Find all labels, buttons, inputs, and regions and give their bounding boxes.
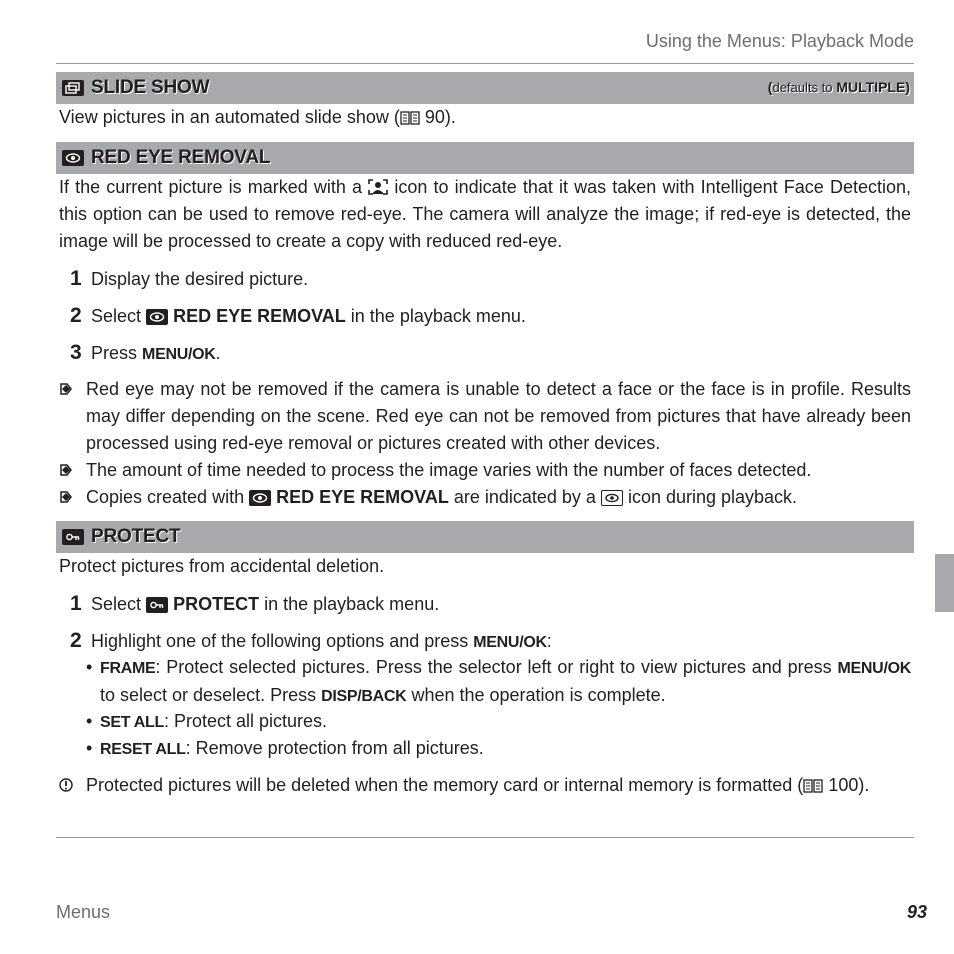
protect-step-1: 1 Select PROTECT in the playback menu. bbox=[70, 592, 440, 615]
red-eye-step-2: 2 Select RED EYE REMOVAL in the playback menu. bbox=[70, 304, 526, 327]
slideshow-icon bbox=[62, 80, 84, 96]
option-set-all: • SET ALL: Protect all pictures. bbox=[86, 711, 328, 731]
protect-description: Protect pictures from accidental deletion. bbox=[59, 556, 385, 576]
red-eye-note-1: Red eye may not be removed if the camera is unable to detect a face or the face is in profile. Results may differ depending on the scene. Red eye can not be removed from pictures that have already been processed using red-eye removal or pictures created with other devices. bbox=[59, 376, 911, 457]
red-eye-playback-icon bbox=[601, 490, 623, 506]
option-frame: • FRAME: Protect selected pictures. Press the selector left or right to view pictures and press MENU/OK to select or deselect. Press DISP/BACK when the operation is complete. bbox=[86, 657, 911, 705]
red-eye-icon bbox=[146, 309, 168, 325]
book-reference-icon bbox=[400, 111, 420, 125]
key-icon bbox=[146, 597, 168, 613]
note-icon bbox=[59, 484, 79, 511]
protect-caution: Protected pictures will be deleted when the memory card or internal memory is formatted ( 100). bbox=[59, 772, 911, 799]
note-icon bbox=[59, 376, 79, 403]
red-eye-step-3: 3 Press MENU/OK. bbox=[70, 341, 221, 364]
red-eye-note-2: The amount of time needed to process the image varies with the number of faces detected. bbox=[59, 457, 911, 484]
red-eye-bar bbox=[56, 142, 914, 174]
protect-title: PROTECT bbox=[91, 526, 181, 547]
footer-section: Menus bbox=[56, 902, 111, 922]
option-reset-all: • RESET ALL: Remove protection from all pictures. bbox=[86, 738, 484, 758]
running-header: Using the Menus: Playback Mode bbox=[645, 31, 914, 51]
slide-show-title: SLIDE SHOW bbox=[91, 77, 210, 98]
slide-show-description: View pictures in an automated slide show ( 90). bbox=[59, 107, 456, 127]
face-detection-icon bbox=[368, 179, 388, 195]
header-rule bbox=[56, 63, 914, 64]
slide-show-defaults: (defaults to MULTIPLE) bbox=[767, 79, 910, 95]
key-icon bbox=[62, 529, 84, 545]
protect-bar bbox=[56, 521, 914, 553]
red-eye-intro: If the current picture is marked with a icon to indicate that it was taken with Intelligent Face Detection, this option can be used to remove red-eye. The camera will analyze the image; if red-eye is detected, the image will be processed to create a copy with reduced red-eye. bbox=[59, 177, 911, 251]
red-eye-title: RED EYE REMOVAL bbox=[91, 147, 271, 168]
red-eye-icon bbox=[249, 490, 271, 506]
section-tab bbox=[935, 554, 954, 612]
slide-show-bar bbox=[56, 72, 914, 104]
red-eye-step-1: 1 Display the desired picture. bbox=[70, 267, 309, 290]
page-number: 93 bbox=[906, 902, 927, 922]
note-icon bbox=[59, 457, 79, 484]
caution-icon bbox=[59, 772, 79, 799]
red-eye-note-3: Copies created with RED EYE REMOVAL are indicated by a icon during playback. bbox=[59, 484, 911, 511]
protect-step-2: 2 Highlight one of the following options and press MENU/OK: bbox=[70, 629, 552, 652]
book-reference-icon bbox=[803, 779, 823, 793]
red-eye-icon bbox=[62, 150, 84, 166]
footer-rule bbox=[56, 837, 914, 838]
